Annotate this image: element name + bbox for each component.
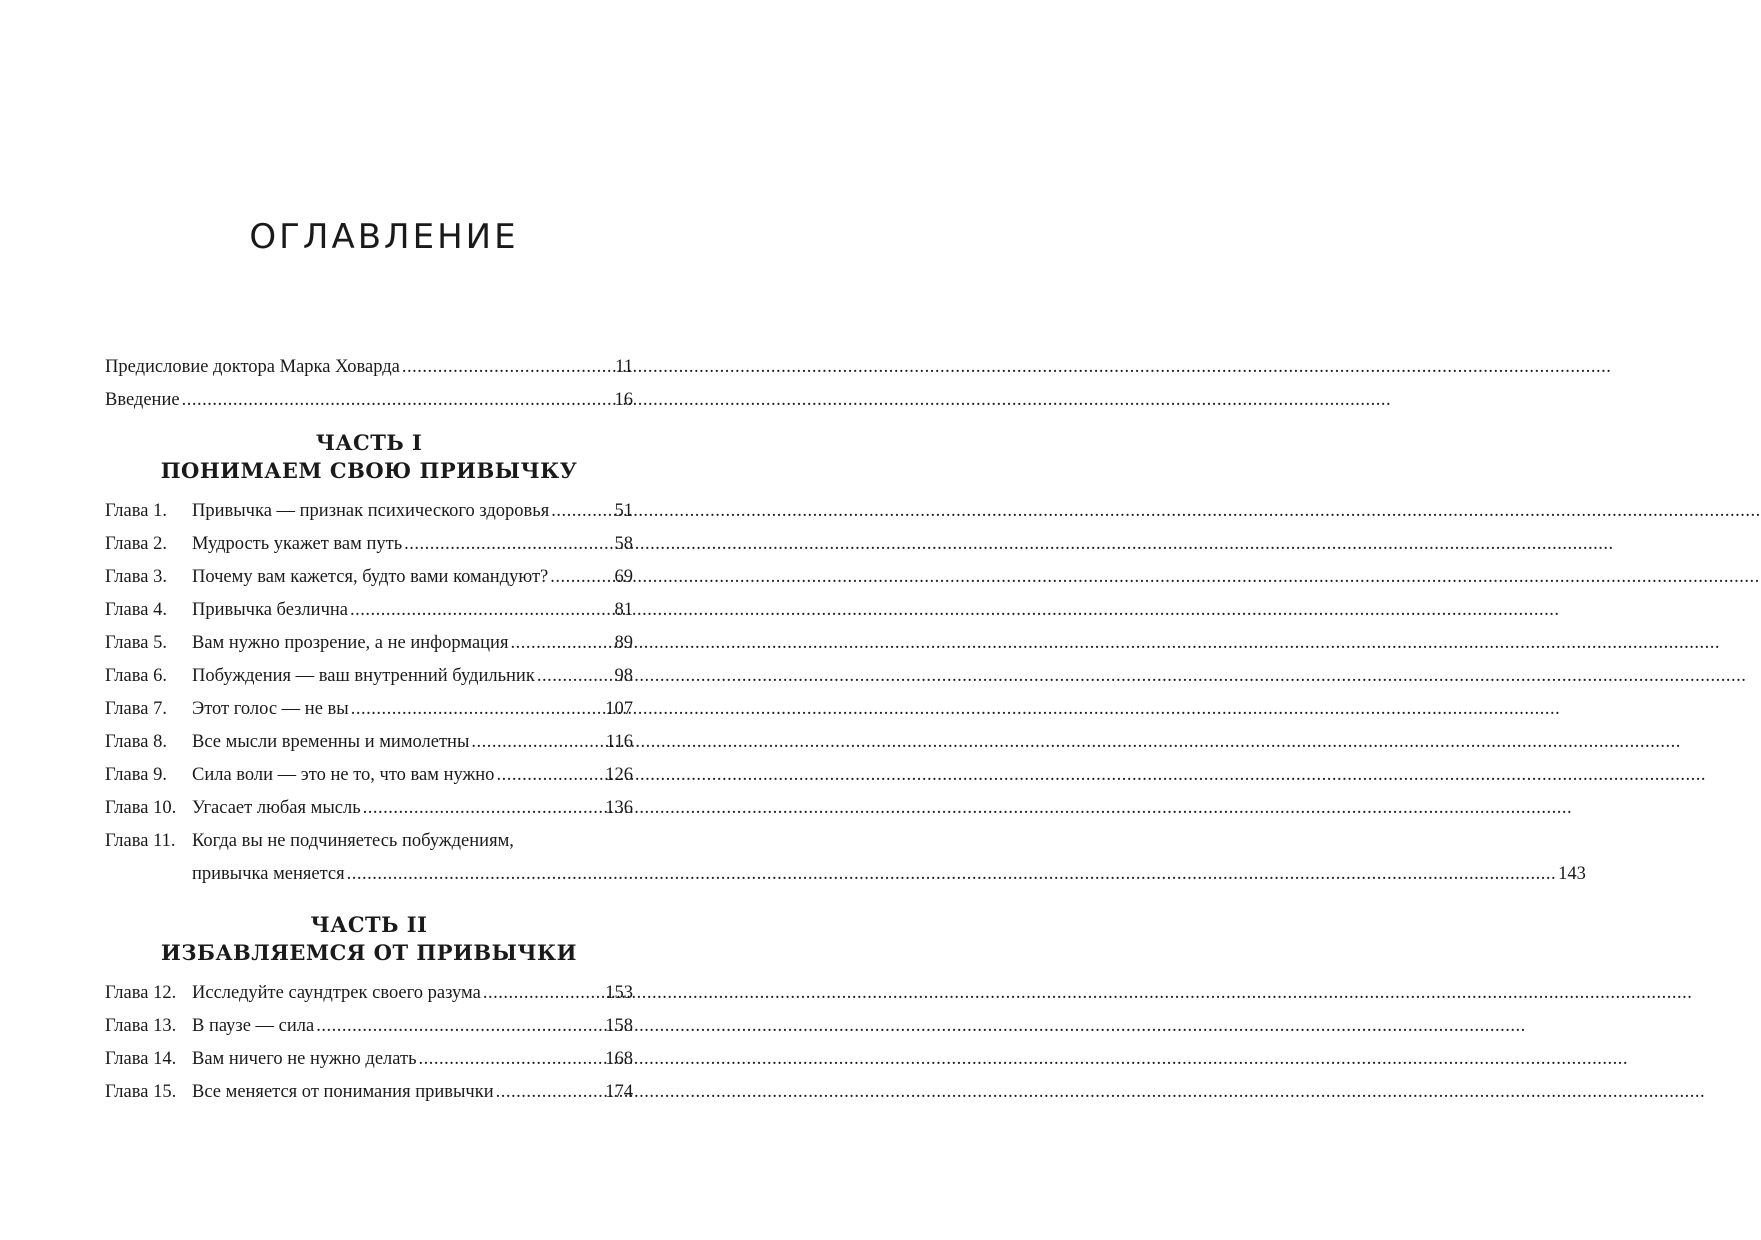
chapter-title: Вам ничего не нужно делать: [192, 1049, 417, 1069]
chapter-page: 126: [605, 765, 633, 785]
chapter-label: Глава 11.: [105, 831, 176, 851]
part-label: ЧАСТЬ I: [315, 430, 423, 455]
chapter-title: Вам нужно прозрение, а не информация: [192, 633, 509, 653]
dot-leader: [419, 1043, 604, 1076]
dot-leader: [551, 495, 612, 528]
chapter-page: 81: [614, 600, 633, 620]
chapter-entry: [105, 726, 633, 759]
toc-entry-page: 16: [614, 390, 633, 410]
chapter-entry: [105, 528, 633, 561]
dot-leader: [347, 858, 1557, 891]
chapter-entry: [105, 825, 1586, 891]
dot-leader: [316, 1010, 603, 1043]
chapter-label: Глава 1.: [105, 501, 167, 521]
chapter-title: Этот голос — не вы: [192, 699, 349, 719]
chapter-entry: [105, 495, 633, 528]
chapter-entry: [105, 1076, 633, 1109]
dot-leader: [363, 792, 604, 825]
chapter-entry: [105, 660, 633, 693]
dot-leader: [550, 561, 612, 594]
chapter-entry: [105, 977, 633, 1010]
chapter-label: Глава 15.: [105, 1082, 177, 1102]
chapter-page: 174: [605, 1082, 633, 1102]
part-label: ЧАСТЬ II: [310, 912, 428, 937]
toc-entry-page: 11: [615, 357, 633, 377]
toc-entry-title: Предисловие доктора Марка Ховарда: [105, 357, 400, 377]
chapter-page: 58: [614, 534, 633, 554]
chapter-title: Все мысли временны и мимолетны: [192, 732, 470, 752]
table-of-contents: [105, 351, 1586, 1109]
chapter-entry: [105, 1010, 633, 1043]
chapter-page: 116: [605, 732, 633, 752]
chapter-label: Глава 13.: [105, 1016, 177, 1036]
chapter-page: 136: [605, 798, 633, 818]
chapter-title: Угасает любая мысль: [192, 798, 361, 818]
part-name: ИЗБАВЛЯЕМСЯ ОТ ПРИВЫЧКИ: [161, 940, 577, 965]
chapter-title-block: [192, 825, 1586, 891]
chapter-page: 107: [605, 699, 633, 719]
dot-leader: [496, 1076, 604, 1109]
chapter-entry: [105, 1043, 633, 1076]
chapter-entry: [105, 594, 633, 627]
chapter-title-line1: Когда вы не подчиняетесь побуждениям,: [192, 831, 514, 851]
dot-leader: [537, 660, 613, 693]
chapter-page: 168: [605, 1049, 633, 1069]
chapter-entry: [105, 627, 633, 660]
chapter-page: 69: [614, 567, 633, 587]
toc-entry-introduction: [105, 384, 633, 417]
chapter-title: Все меняется от понимания привычки: [192, 1082, 494, 1102]
chapter-label: Глава 10.: [105, 798, 177, 818]
chapter-label: Глава 14.: [105, 1049, 177, 1069]
chapter-entry: [105, 693, 633, 726]
chapter-page: 153: [605, 983, 633, 1003]
part-name: ПОНИМАЕМ СВОЮ ПРИВЫЧКУ: [160, 458, 578, 483]
dot-leader: [510, 627, 612, 660]
part-heading-1: [105, 417, 633, 495]
dot-leader: [350, 594, 613, 627]
chapter-title-line2: привычка меняется: [192, 864, 345, 884]
chapter-page: 51: [614, 501, 633, 521]
chapter-label: Глава 8.: [105, 732, 167, 752]
dot-leader: [182, 384, 613, 417]
toc-entry-foreword: [105, 351, 633, 384]
chapter-label: Глава 2.: [105, 534, 167, 554]
chapter-label: Глава 7.: [105, 699, 167, 719]
chapter-entry: [105, 561, 633, 594]
page-title: ОГЛАВЛЕНИЕ: [249, 217, 519, 257]
toc-entry-title: Введение: [105, 390, 180, 410]
dot-leader: [404, 528, 612, 561]
part-heading-2: [105, 891, 633, 977]
chapter-title: В паузе — сила: [192, 1016, 315, 1036]
chapter-title: Сила воли — это не то, что вам нужно: [192, 765, 495, 785]
chapter-page: 143: [1558, 864, 1586, 884]
chapter-title: Побуждения — ваш внутренний будильник: [192, 666, 535, 686]
chapter-title: Привычка безлична: [192, 600, 348, 620]
chapter-entry: [105, 792, 633, 825]
dot-leader: [496, 759, 603, 792]
chapter-page: 98: [614, 666, 633, 686]
chapter-label: Глава 12.: [105, 983, 177, 1003]
dot-leader: [483, 977, 603, 1010]
chapter-title: Мудрость укажет вам путь: [192, 534, 403, 554]
dot-leader: [471, 726, 604, 759]
chapter-title: Почему вам кажется, будто вами командуют?: [192, 567, 549, 587]
chapter-label: Глава 3.: [105, 567, 167, 587]
chapter-label: Глава 4.: [105, 600, 167, 620]
chapter-title: Исследуйте саундтрек своего разума: [192, 983, 481, 1003]
chapter-label: Глава 6.: [105, 666, 167, 686]
chapter-label: Глава 5.: [105, 633, 167, 653]
chapter-page: 158: [605, 1016, 633, 1036]
dot-leader: [351, 693, 604, 726]
chapter-title: Привычка — признак психического здоровья: [192, 501, 550, 521]
chapter-label: Глава 9.: [105, 765, 167, 785]
dot-leader: [402, 351, 613, 384]
chapter-entry: [105, 759, 633, 792]
chapter-page: 89: [614, 633, 633, 653]
